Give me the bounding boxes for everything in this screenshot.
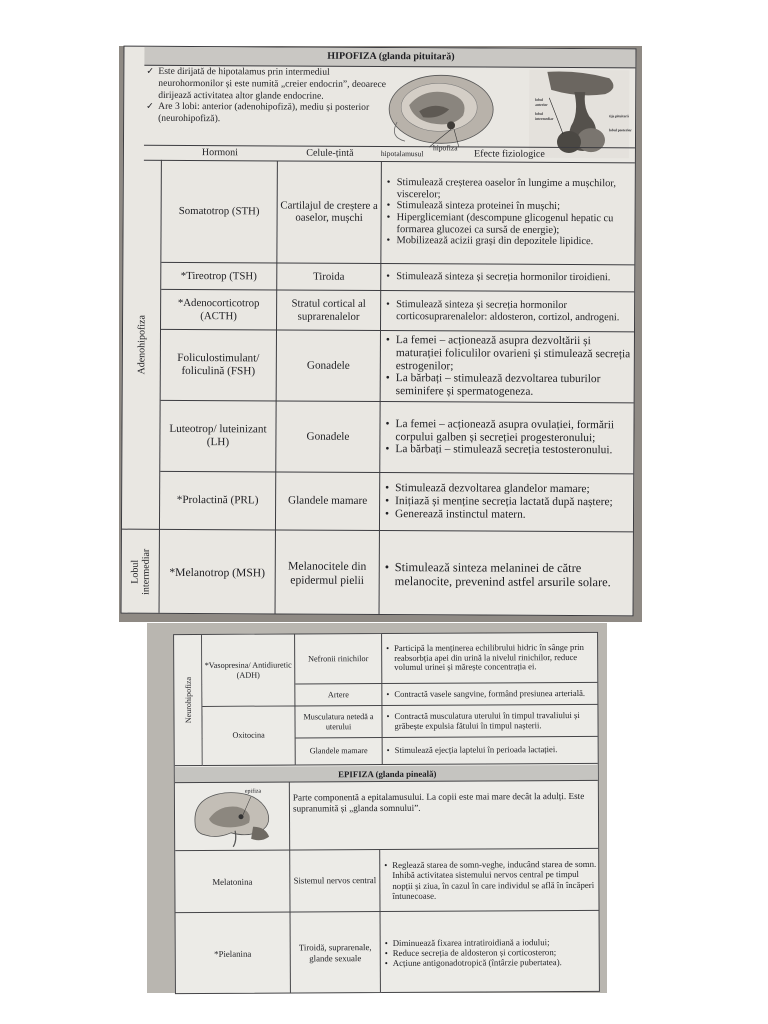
group-label-lobul-intermediar: Lobul intermediar — [122, 530, 160, 615]
epifiza-description: Parte componentă a epitalamusului. La copii este mai mare decât la adulți. Este supranumită și „glanda somnului”. — [292, 790, 585, 814]
target-cell: Sistemul nervos central — [290, 850, 380, 911]
hormone-cell: Oxitocina — [202, 706, 295, 765]
table-row — [161, 290, 636, 332]
effects-cell — [381, 264, 636, 291]
effect-item: • Mobilizează acizii grași din depozitele lipidice. — [384, 235, 634, 248]
hormone-cell: Foliculostimulant/ foliculină (FSH) — [161, 330, 277, 401]
target-cell: Tiroidă, suprarenale, glande sexuale — [291, 912, 381, 994]
target-cell: Cartilajul de creștere a oaselor, mușchi — [277, 160, 382, 263]
effect-item: • Contractă musculatura uterului în timpul travaliului și grăbește expulsia fătului în timpul nașterii. — [385, 711, 597, 732]
hormone-cell: *Prolactină (PRL) — [160, 472, 276, 530]
figure-label-lob-intermediar: lobul intermediar — [535, 111, 554, 121]
hipofiza-page — [121, 46, 637, 617]
effect-item: • Inițiază și menține secreția lactată după naștere; — [383, 495, 613, 509]
effects-cell — [380, 402, 635, 473]
target-cell: Artere — [295, 684, 382, 705]
target-cell: Stratul cortical al suprarenalelor — [277, 290, 381, 330]
figure-label-lob-anterior: lobul anterior — [535, 97, 548, 107]
brain-sagittal-illustration — [175, 783, 290, 851]
section-title-epifiza: EPIFIZA (glanda pineală) — [175, 765, 600, 783]
hormone-cell: Somatotrop (STH) — [161, 160, 278, 263]
hormone-cell: Melatonina — [175, 851, 290, 913]
effect-item: • Stimulează dezvoltarea glandelor mamare; — [383, 482, 613, 496]
hormone-cell: *Pielanina — [176, 913, 291, 995]
check-icon: ✓ — [146, 101, 154, 112]
effect-item: • Generează instinctul matern. — [383, 508, 613, 522]
figure-label-hipofiza: hipofiza — [432, 143, 458, 153]
figure-label-hypothalamus: hipotalamusul — [380, 149, 424, 159]
effect-item: • Diminuează fixarea intratiroidiană a iodului; — [384, 937, 562, 948]
effect-item: • Reduce secreția de aldosteron și corticosteron; — [384, 947, 562, 958]
table-row — [202, 633, 599, 685]
effects-cell — [381, 331, 636, 402]
target-cell: Musculatura netedă a uterului — [295, 706, 382, 737]
target-cell: Nefronii rinichilor — [295, 634, 382, 683]
hormone-cell: Luteotrop/ luteinizant (LH) — [160, 401, 276, 472]
table-row — [160, 401, 635, 474]
hormone-cell: *Vasopresina/ Antidiuretic (ADH) — [202, 634, 295, 706]
effect-item: • Contractă vasele sangvine, formând presiunea arterială. — [385, 689, 585, 700]
table-row — [161, 263, 636, 292]
target-cell: Tiroida — [277, 263, 381, 290]
effects-cell — [380, 473, 635, 531]
group-label-neurohipofiza: Neurohipofiza — [174, 635, 203, 766]
table-row — [202, 705, 599, 739]
target-cell: Glandele mamare — [296, 738, 383, 764]
effects-cell — [381, 161, 636, 264]
effect-item: • Acțiune antigonadotropică (întârzie pubertatea). — [384, 957, 562, 968]
effects-cell — [380, 531, 635, 616]
effect-item: • Stimulează creșterea oaselor în lungime a mușchilor, viscerelor; — [385, 177, 635, 201]
hormone-cell: *Adenocorticotrop (ACTH) — [161, 290, 277, 330]
effects-cell — [382, 705, 599, 737]
effects-cell — [382, 633, 599, 683]
intro-item: ✓ Este dirijată de hipotalamus prin intermediul neurohormonilor și este numită „creier endocrin”, deoarece dirijează activitatea altor glande endocrine. — [146, 65, 387, 102]
target-cell: Gonadele — [277, 330, 381, 401]
epifiza-intro — [175, 781, 600, 851]
effects-cell — [382, 683, 599, 705]
header-hormoni: Hormoni — [201, 147, 239, 159]
effects-cell — [381, 911, 600, 994]
figure-label-tija: tija pituitară — [609, 114, 629, 119]
effect-item: • Hiperglicemiant (descompune glicogenul hepatic cu formarea glucozei ca sursă de energie); — [385, 212, 635, 236]
figure-label-epifiza: epifiza — [244, 788, 262, 795]
table-row — [175, 849, 600, 913]
table-row — [160, 530, 635, 616]
header-celule-tinta: Celule-țintă — [306, 147, 354, 159]
effect-item: • La femei – acționează asupra dezvoltării și maturației foliculilor ovarieni și stimulează secreția estrogenilor; — [384, 334, 634, 374]
table-row — [161, 330, 636, 403]
table-row — [160, 472, 635, 532]
page-title: HIPOFIZA (glanda pituitară) — [144, 47, 636, 69]
hormone-cell: *Melanotrop (MSH) — [160, 530, 276, 616]
effect-item: • La bărbați – stimulează dezvoltarea tuburilor seminifere și spermatogeneza. — [384, 372, 634, 399]
hormone-cell: *Tireotrop (TSH) — [161, 263, 277, 290]
header-efecte: Efecte fiziologice — [473, 148, 545, 160]
target-cell: Melanocitele din epidermul pielii — [276, 530, 380, 616]
effects-cell — [380, 849, 600, 911]
group-label-adenohipofiza: Adenohipofiza — [122, 160, 162, 530]
target-cell: Glandele mamare — [276, 472, 380, 530]
effect-item: • Stimulează ejecția laptelui în perioada lactației. — [386, 745, 558, 756]
effect-item: • Stimulează sinteza și secreția hormonilor corticosuprarenalelor: aldosteron, cortizol, androgeni. — [384, 299, 634, 323]
effects-cell — [381, 291, 636, 331]
effect-item: • La bărbați – stimulează secreția testosteronului. — [383, 443, 633, 457]
check-icon: ✓ — [146, 65, 154, 76]
table-row — [161, 160, 636, 265]
intro-item: ✓ Are 3 lobi: anterior (adenohipofiză), mediu și posterior (neurohipofiză). — [146, 101, 370, 125]
table-row — [176, 911, 600, 994]
effect-item: • Stimulează sinteza proteinei în mușchi; — [385, 200, 635, 213]
effect-item: • La femei – acționează asupra ovulației, formării corpului galben și secreției progesteronului; — [383, 418, 633, 445]
effect-item: • Stimulează sinteza melaninei de către melanocite, prevenind astfel arsurile solare. — [383, 560, 633, 589]
effects-cell — [383, 737, 600, 764]
neurohipofiza-epifiza-page — [173, 632, 600, 994]
brain-icon — [175, 783, 290, 851]
effect-item: • Participă la menținerea echilibrului hidric în sânge prin reabsorbția apei din urină la nivelul rinichilor, reduce volumul urinei și mărește concentrația ei. — [385, 643, 597, 674]
effect-item: • Reglează starea de somn-veghe, inducând starea de somn. Inhibă activitatea sistemului nervos central pe timpul nopții și ziua, în cazul în care individul se află în încăperi întunecoase. — [383, 859, 598, 901]
effect-item: • Stimulează sinteza și secreția hormonilor tiroidieni. — [384, 271, 610, 284]
figure-label-lob-posterior: lobul posterior — [609, 128, 632, 133]
target-cell: Gonadele — [276, 401, 380, 472]
